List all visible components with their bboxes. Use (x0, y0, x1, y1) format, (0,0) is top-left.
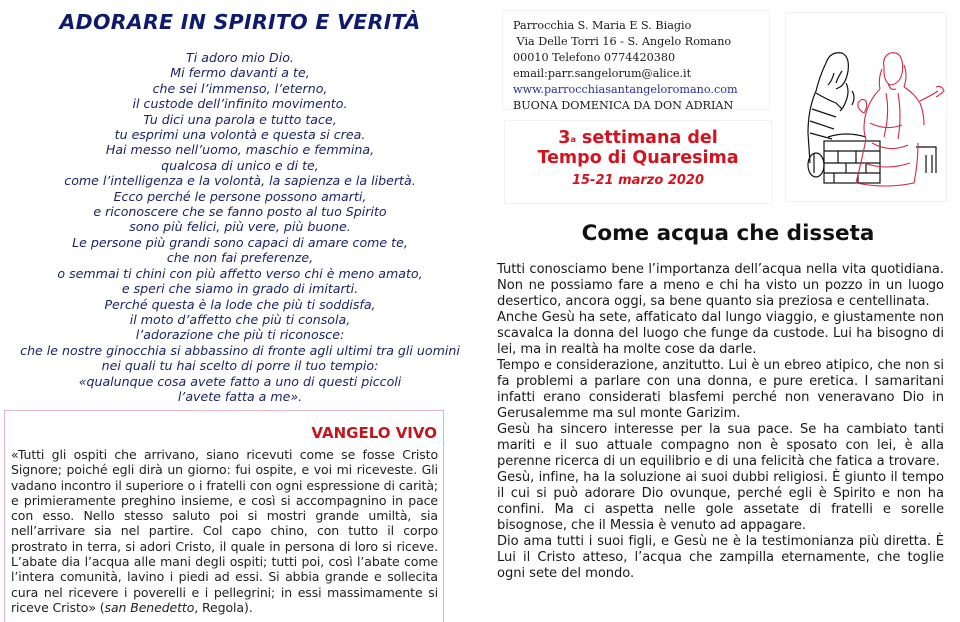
parish-info-text (513, 18, 738, 113)
poem-line: Mi fermo davanti a te, (170, 65, 310, 81)
poem-line: come l’intelligenza e la volontà, la sapienza e la libertà. (64, 173, 416, 189)
illustration-box (785, 12, 947, 202)
poem-line: qualcosa di unico e di te, (161, 157, 319, 173)
poem-line: Hai messo nell’uomo, maschio e femmina, (105, 142, 375, 158)
parish-name: Parrocchia S. Maria E S. Biagio (513, 19, 692, 32)
poem-line: l’adorazione che più ti riconosce: (135, 327, 345, 343)
poem-line: che sei l’immenso, l’eterno, (152, 80, 328, 96)
parish-address: Via Delle Torri 16 - S. Angelo Romano (513, 34, 732, 48)
poem-title: ADORARE IN SPIRITO E VERITÀ (59, 10, 421, 34)
week-ordinal: a (570, 135, 576, 144)
week-label: settimana del (575, 128, 718, 148)
vangelo-vivo-text (11, 447, 438, 615)
poem-line: e riconoscere che se fanno posto al tuo Spirito (93, 204, 387, 220)
poem-line: il custode dell’infinito movimento. (132, 96, 348, 112)
parish-website-link[interactable]: www.parrocchiasantangeloromano.com (513, 82, 738, 96)
poem-line: sono più felici, più vere, più buone. (129, 219, 351, 235)
poem-line: o semmai ti chini con più affetto verso chi è meno amato, (57, 265, 423, 281)
article-paragraph: Dio ama tutti i suoi figli, e Gesù ne è la testimonianza più diretta. È Lui il Cristo atteso, l’acqua che zampilla eternamente, che toglie ogni sete del mondo. (497, 534, 944, 581)
parish-greeting: BUONA DOMENICA DA DON ADRIAN (513, 98, 734, 112)
week-line-2: Tempo di Quaresima (537, 148, 739, 168)
article-title: Come acqua che disseta (581, 221, 875, 246)
article-body (497, 262, 944, 582)
samaritan-woman-figure (808, 53, 854, 173)
week-number: 3 (558, 128, 571, 148)
parish-info-box (502, 10, 770, 110)
poem-line: il moto d’affetto che più ti consola, (129, 311, 351, 327)
poem-line: tu esprimi una volontà e questa si crea. (114, 127, 366, 143)
article-paragraph: Anche Gesù ha sete, affaticato dal lungo viaggio, e giustamente non scavalca la donna del luogo che funge da custode. Lui ha bisogno di lei, ma in realtà ha molte cose da darle. (497, 310, 944, 357)
article-paragraph: Gesù, infine, ha la soluzione ai suoi dubbi religiosi. È giunto il tempo il cui si può adorare Dio ovunque, perché egli è Spirito e non ha confini. Ma ci aspetta nelle gole assetate di fratelli e sorelle bisognose, che il Messia è venuto ad appagare. (497, 470, 944, 533)
poem-line: che le nostre ginocchia si abbassino di fronte agli ultimi tra gli uomini (20, 342, 460, 358)
week-line-1 (505, 128, 771, 148)
jesus-figure (856, 53, 944, 186)
vangelo-vivo-title: VANGELO VIVO (311, 424, 437, 442)
poem-line: che non fai preferenze, (166, 250, 314, 266)
vangelo-source-author: san Benedetto (104, 599, 195, 615)
poem-line: Tu dici una parola e tutto tace, (143, 111, 337, 127)
vangelo-source-tail: , Regola). (194, 599, 253, 615)
article-paragraph: Gesù ha sincero interesse per la sua pace. Se ha cambiato tanti mariti e il suo attuale compagno non è sposato con lei, è alla perenne ricerca di un equilibrio e di una felicità che fatica a trovare. (497, 422, 944, 469)
vangelo-quote: «Tutti gli ospiti che arrivano, siano ricevuti come se fosse Cristo Signore; poiché egli dirà un giorno: fui ospite, e voi mi riceveste. Gli vadano incontro il superiore o i fratelli con ogni espressione di carità; e primieramente preghino insieme, e così si accompagnino in pace con esso. Nello stesso saluto poi si mostri grande umiltà, sia nell’arrivare sia nel partire. Col capo chino, con tutto il corpo prostrato in terra, si adori Cristo, il quale in persona di loro si riceve. L’abate dia l’acqua alle mani degli ospiti; tutti poi, così l’abate come l’intera comunità, lavino i piedi ad essi. Si abbia grande e sollecita cura nel ricevere i poverelli e i pellegrini; in essi massimamente si riceve Cristo» ( (11, 447, 438, 615)
week-box (504, 120, 772, 204)
parish-email[interactable]: email:parr.sangelorum@alice.it (513, 66, 692, 80)
article-paragraph: Tempo e considerazione, anzitutto. Lui è un ebreo atipico, che non si fa problemi a parlare con una donna, e pure eretica. I samaritani infatti erano considerati blasfemi perché non veneravano Dio in Gerusalemme ma sul monte Garizim. (497, 358, 944, 421)
article-paragraph: Tutti conosciamo bene l’importanza dell’acqua nella vita quotidiana. Non ne possiamo fare a meno e chi ha visto un pozzo in un luogo desertico, ancora oggi, sa bene quanto sia preziosa e centellinata. (497, 262, 944, 309)
poem-line: Le persone più grandi sono capaci di amare come te, (72, 234, 408, 250)
poem-line: «qualunque cosa avete fatto a uno di questi piccoli (78, 373, 402, 389)
poem-line: e speri che siamo in grado di imitarti. (121, 281, 359, 297)
poem-line: Ecco perché le persone possono amarti, (113, 188, 367, 204)
week-dates: 15-21 marzo 2020 (571, 173, 705, 188)
poem-line: Perché questa è la lode che più ti soddisfa, (104, 296, 376, 312)
poem (0, 50, 480, 404)
well (808, 134, 936, 183)
vangelo-vivo-box (4, 410, 444, 622)
jesus-samaritan-woman-at-well-illustration-icon (786, 13, 946, 201)
poem-line: l’avete fatta a me». (177, 388, 303, 404)
poem-line: nei quali tu hai scelto di porre il tuo tempio: (101, 358, 379, 374)
parish-phone: 00010 Telefono 0774420380 (513, 50, 676, 64)
poem-line: Ti adoro mio Dio. (186, 50, 294, 65)
